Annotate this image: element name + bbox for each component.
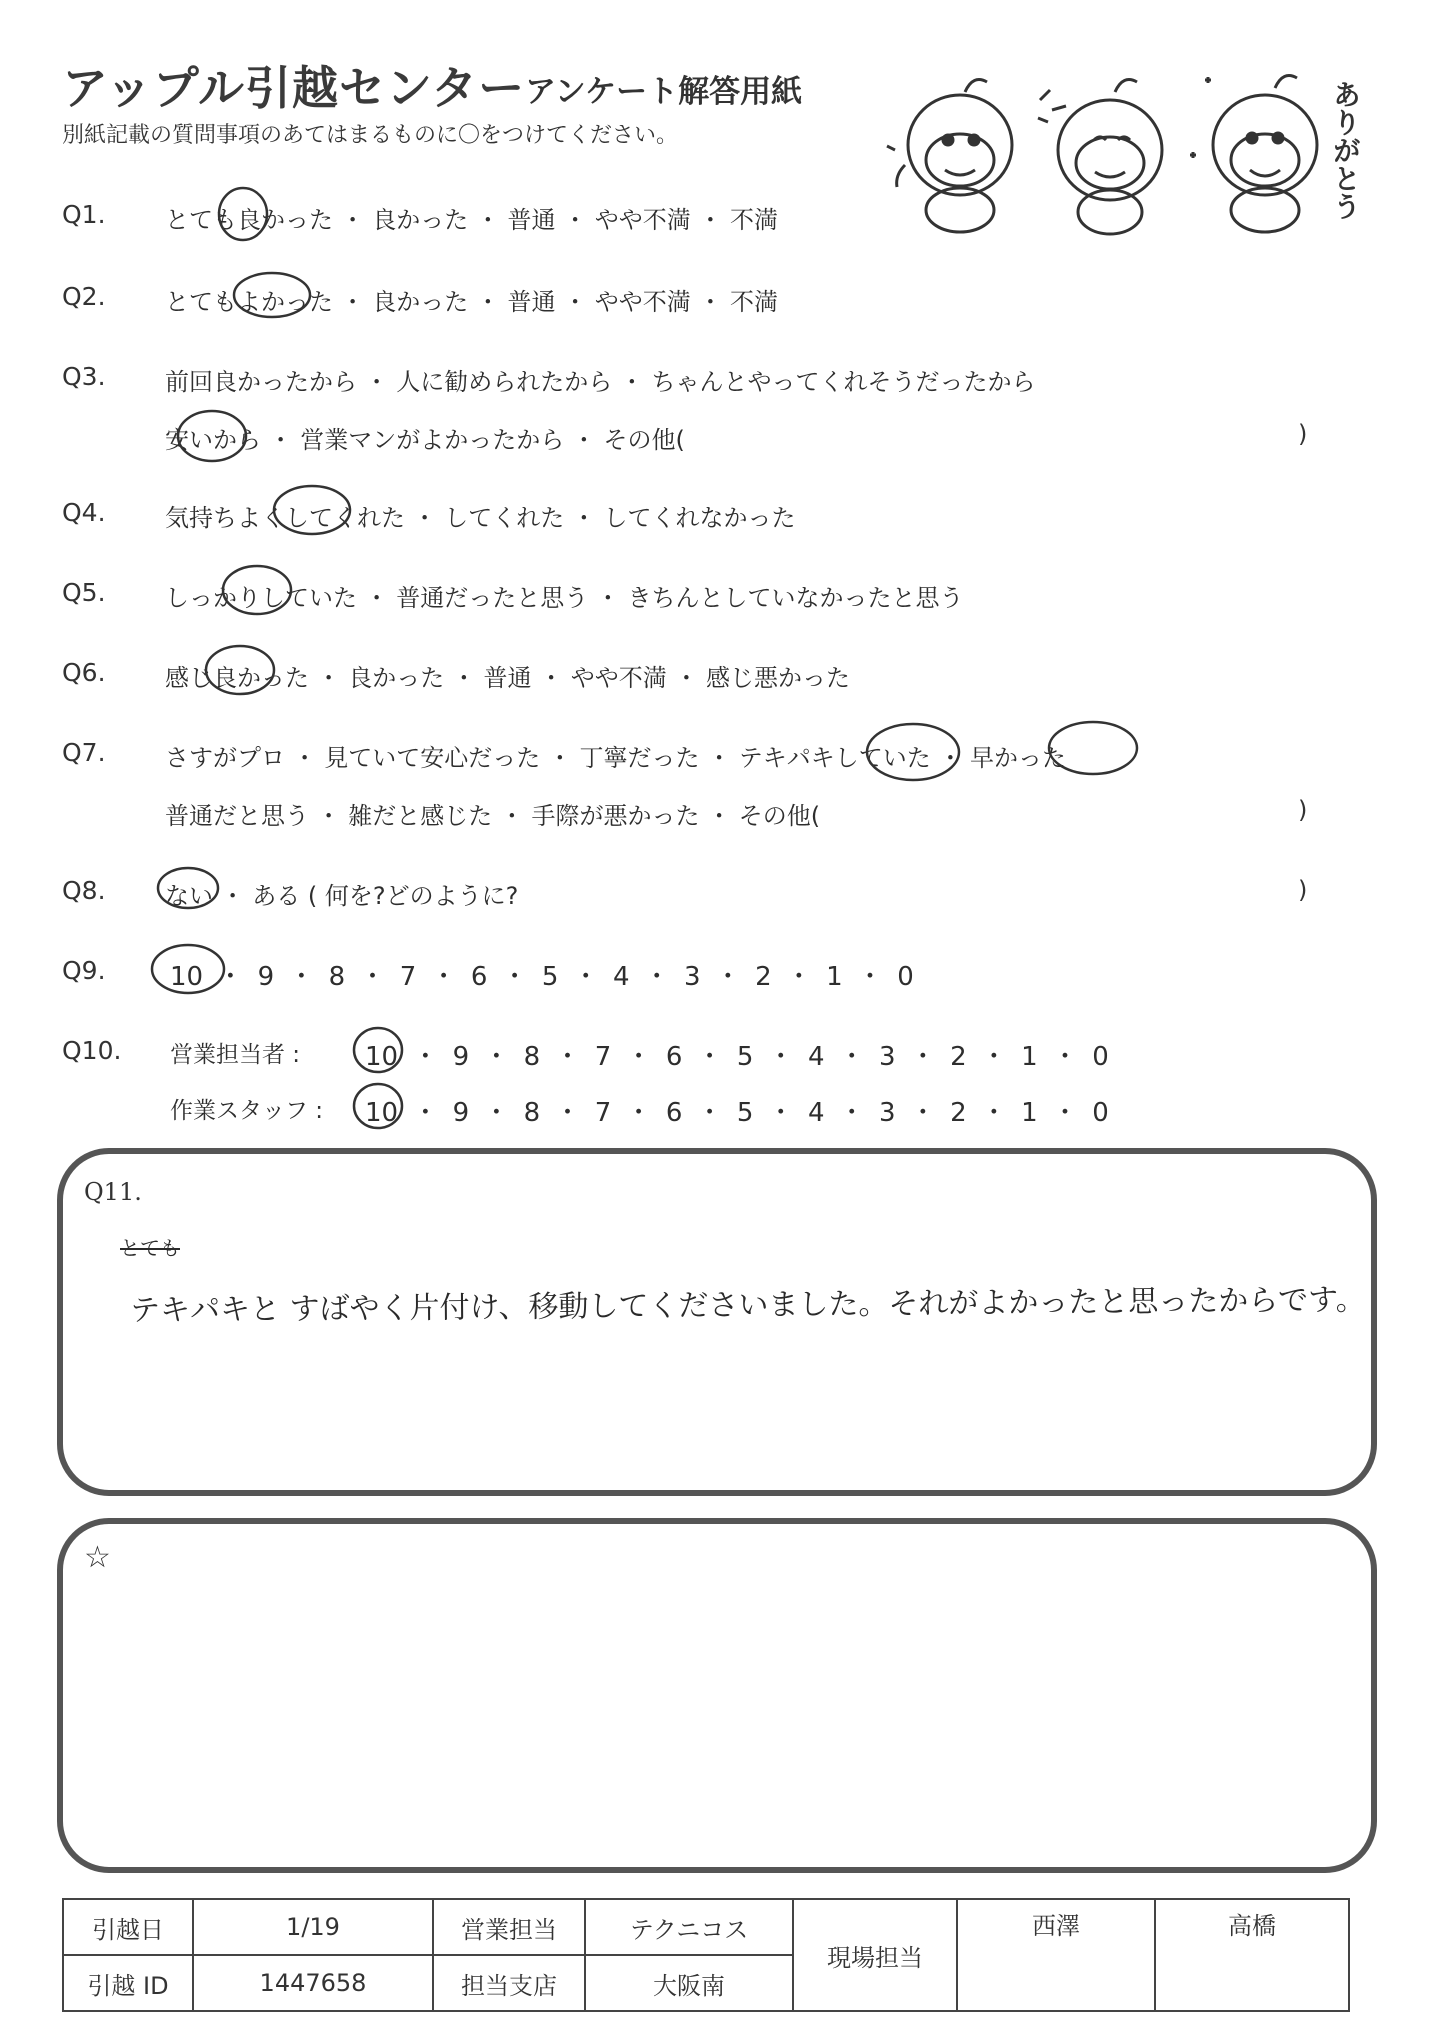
q3-selection-circle — [178, 411, 246, 461]
q7-close-paren: ) — [1298, 796, 1308, 824]
q8-selection-circle — [158, 868, 218, 908]
q3-close-paren: ) — [1298, 420, 1308, 448]
sales-label: 営業担当 — [433, 1899, 585, 1955]
q7-label: Q7. — [62, 738, 106, 767]
q10-staff-selection-circle — [354, 1084, 402, 1128]
q7-options-line2: 普通だと思う ・ 雑だと感じた ・ 手際が悪かった ・ その他( — [165, 802, 821, 830]
q9-label: Q9. — [62, 956, 106, 985]
branch-label: 担当支店 — [433, 1955, 585, 2011]
q11-struck-text: とても — [120, 1236, 180, 1260]
moving-date-label: 引越日 — [63, 1899, 193, 1955]
q10-staff-label: 作業スタッフ : — [170, 1098, 324, 1124]
q2-label: Q2. — [62, 282, 106, 311]
branch-value: 大阪南 — [585, 1955, 793, 2011]
q7-selection-circle-2 — [1049, 722, 1137, 774]
q4-selection-circle — [274, 486, 350, 534]
q3-options-line1: 前回良かったから ・ 人に勧められたから ・ ちゃんとやってくれそうだったから — [165, 368, 1036, 396]
moving-date-value: 1/19 — [193, 1899, 433, 1955]
comment-box — [57, 1518, 1377, 1873]
q10-staff-scale: 10 ・ 9 ・ 8 ・ 7 ・ 6 ・ 5 ・ 4 ・ 3 ・ 2 ・ 1 ・ 0 — [365, 1098, 1109, 1128]
q10-sales-label: 営業担当者 : — [170, 1042, 301, 1068]
instruction-text: 別紙記載の質問事項のあてはまるものに〇をつけてください。 — [62, 123, 679, 148]
q1-label: Q1. — [62, 200, 106, 229]
q11-label: Q11. — [84, 1178, 142, 1206]
q4-options: 気持ちよくしてくれた ・ してくれた ・ してくれなかった — [165, 504, 796, 532]
q5-options: しっかりしていた ・ 普通だったと思う ・ きちんとしていなかったと思う — [165, 584, 964, 612]
q10-sales-selection-circle — [354, 1028, 402, 1072]
q6-options: 感じ良かった ・ 良かった ・ 普通 ・ やや不満 ・ 感じ悪かった — [165, 664, 851, 692]
q3-label: Q3. — [62, 362, 106, 391]
q9-selection-circle — [152, 945, 224, 993]
site-staff-label: 現場担当 — [793, 1899, 957, 2011]
q8-options: ない ・ ある ( 何を?どのように? — [165, 882, 519, 910]
site-staff-2: 高橋 — [1155, 1899, 1349, 2011]
q10-sales-scale: 10 ・ 9 ・ 8 ・ 7 ・ 6 ・ 5 ・ 4 ・ 3 ・ 2 ・ 1 ・ 0 — [365, 1042, 1109, 1072]
q6-selection-circle — [206, 646, 274, 694]
q6-label: Q6. — [62, 658, 106, 687]
q4-label: Q4. — [62, 498, 106, 527]
q8-label: Q8. — [62, 876, 106, 905]
thanks-vertical-text: ありがとう — [1329, 80, 1362, 220]
q2-selection-circle — [234, 273, 310, 317]
q9-scale: 10 ・ 9 ・ 8 ・ 7 ・ 6 ・ 5 ・ 4 ・ 3 ・ 2 ・ 1 ・ 0 — [170, 962, 914, 992]
q7-selection-circle-1 — [867, 724, 959, 780]
sales-value: テクニコス — [585, 1899, 793, 1955]
moving-id-label: 引越 ID — [63, 1955, 193, 2011]
q1-selection-circle — [219, 188, 267, 240]
form-subtitle: アンケート解答用紙 — [525, 74, 803, 110]
footer-table — [62, 1898, 1350, 2012]
brand-title: アップル引越センター — [62, 61, 526, 115]
moving-id-value: 1447658 — [193, 1955, 433, 2011]
q2-options: とてもよかった ・ 良かった ・ 普通 ・ やや不満 ・ 不満 — [165, 288, 779, 316]
q10-label: Q10. — [62, 1036, 122, 1065]
q11-handwritten-answer: テキパキと すばやく片付け、移動してくださいました。それがよかったと思ったからです。 — [129, 1282, 1366, 1329]
q7-options-line1: さすがプロ ・ 見ていて安心だった ・ 丁寧だった ・ テキパキしていた ・ 早かった — [165, 744, 1067, 772]
q5-selection-circle — [223, 566, 291, 614]
q8-close-paren: ) — [1298, 876, 1308, 904]
site-staff-1: 西澤 — [957, 1899, 1155, 2011]
q5-label: Q5. — [62, 578, 106, 607]
q3-options-line2: 安いから ・ 営業マンがよかったから ・ その他( — [165, 426, 685, 454]
star-icon: ☆ — [84, 1540, 111, 1575]
q1-options: とても良かった ・ 良かった ・ 普通 ・ やや不満 ・ 不満 — [165, 206, 779, 234]
